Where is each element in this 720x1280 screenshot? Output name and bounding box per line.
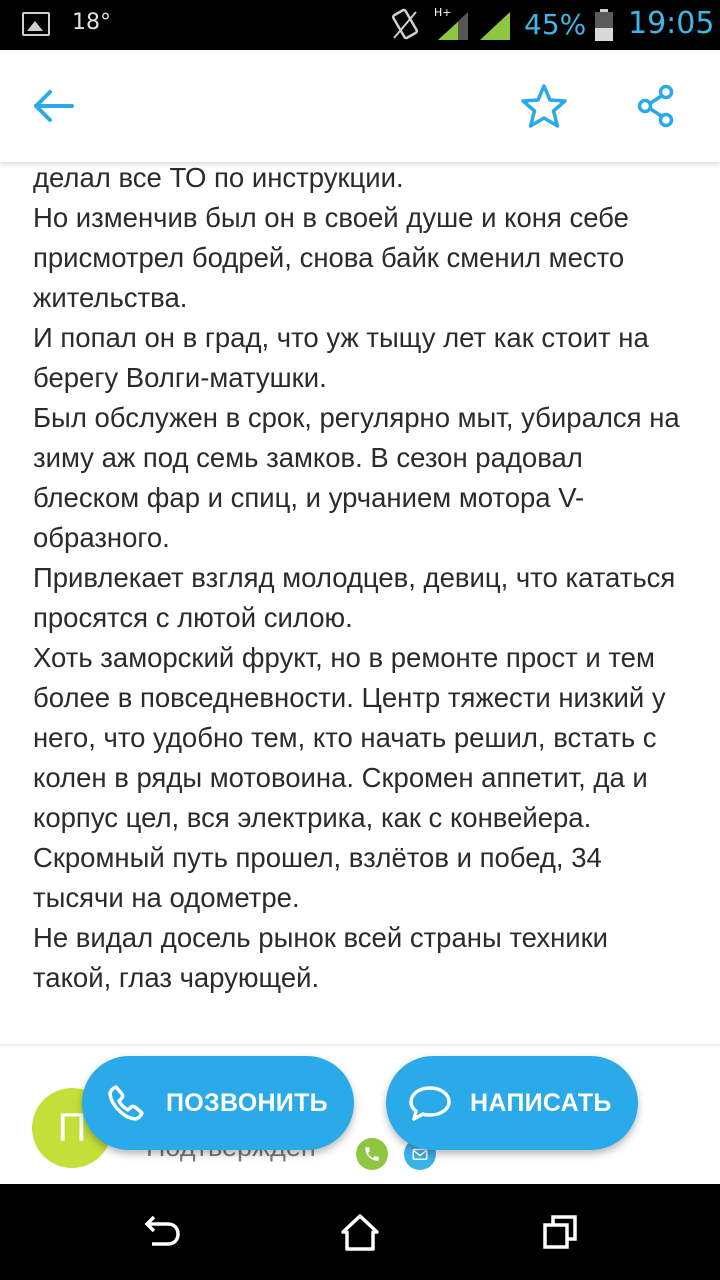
article-content[interactable] [0,162,720,1042]
phone-icon [102,1079,150,1127]
system-recents-button[interactable] [534,1208,586,1256]
share-button[interactable] [630,80,682,132]
signal-strength-icon-1 [436,10,470,40]
write-button-label: НАПИСАТЬ [470,1089,612,1117]
article-paragraph: И попал он в град, что уж тыщу лет как стоит на берегу Волги-матушки. [33,322,649,393]
phone-icon [363,1145,381,1163]
phone-verified-badge [356,1138,388,1170]
system-back-button[interactable] [134,1208,186,1256]
app-header [0,50,720,162]
screen-rotation-icon [392,8,418,42]
article-paragraph: Привлекает взгляд молодцев, девиц, что кататься просятся с лютой силою. [33,562,676,633]
article-paragraph: Но изменчив был он в своей душе и коня себе присмотрел бодрей, снова байк сменил место жительства. [33,202,629,313]
share-icon [636,84,676,128]
favorite-button[interactable] [518,80,570,132]
call-button-label: ПОЗВОНИТЬ [166,1089,328,1117]
battery-percent-text: 45% [524,8,587,41]
star-icon [520,83,568,129]
battery-icon [594,9,614,41]
article-paragraph: Не видал досель рынок всей страны техники такой, глаз чарующей. [33,922,609,993]
article-paragraph: Хоть заморский фрукт, но в ремонте прост и тем более в повседневности. Центр тяжести низкий у него, что удобно тем, кто начать решил, встать с колен в ряды мотовоина. Скромен аппетит, да и корпус цел, вся электрика, как с конвейера. [33,642,666,833]
article-description [33,162,693,998]
nav-recents-icon [540,1212,580,1252]
status-bar [0,0,720,50]
signal-strength-icon-2 [478,10,512,40]
back-button[interactable] [28,80,80,132]
system-home-button[interactable] [334,1208,386,1256]
temperature-text: 18° [72,10,111,35]
article-paragraph: Скромный путь прошел, взлётов и побед, 34 тысячи на одометре. [33,842,602,913]
article-paragraph: Был обслужен в срок, регулярно мыт, убирался на зиму аж под семь замков. В сезон радовал блеском фар и спиц, и урчанием мотора V-образного. [33,402,680,553]
seller-avatar[interactable]: П [32,1088,112,1168]
call-button[interactable] [82,1056,354,1150]
nav-home-icon [339,1212,381,1252]
gallery-notification-icon [22,12,50,36]
article-paragraph: делал все ТО по инструкции. [33,162,404,193]
system-navigation-bar [0,1184,720,1280]
chat-bubble-icon [406,1079,454,1127]
arrow-back-icon [32,88,76,124]
nav-back-icon [138,1214,182,1250]
network-type-label: H+ [434,6,452,19]
clock-text: 19:05 [628,6,715,41]
write-message-button[interactable] [386,1056,638,1150]
